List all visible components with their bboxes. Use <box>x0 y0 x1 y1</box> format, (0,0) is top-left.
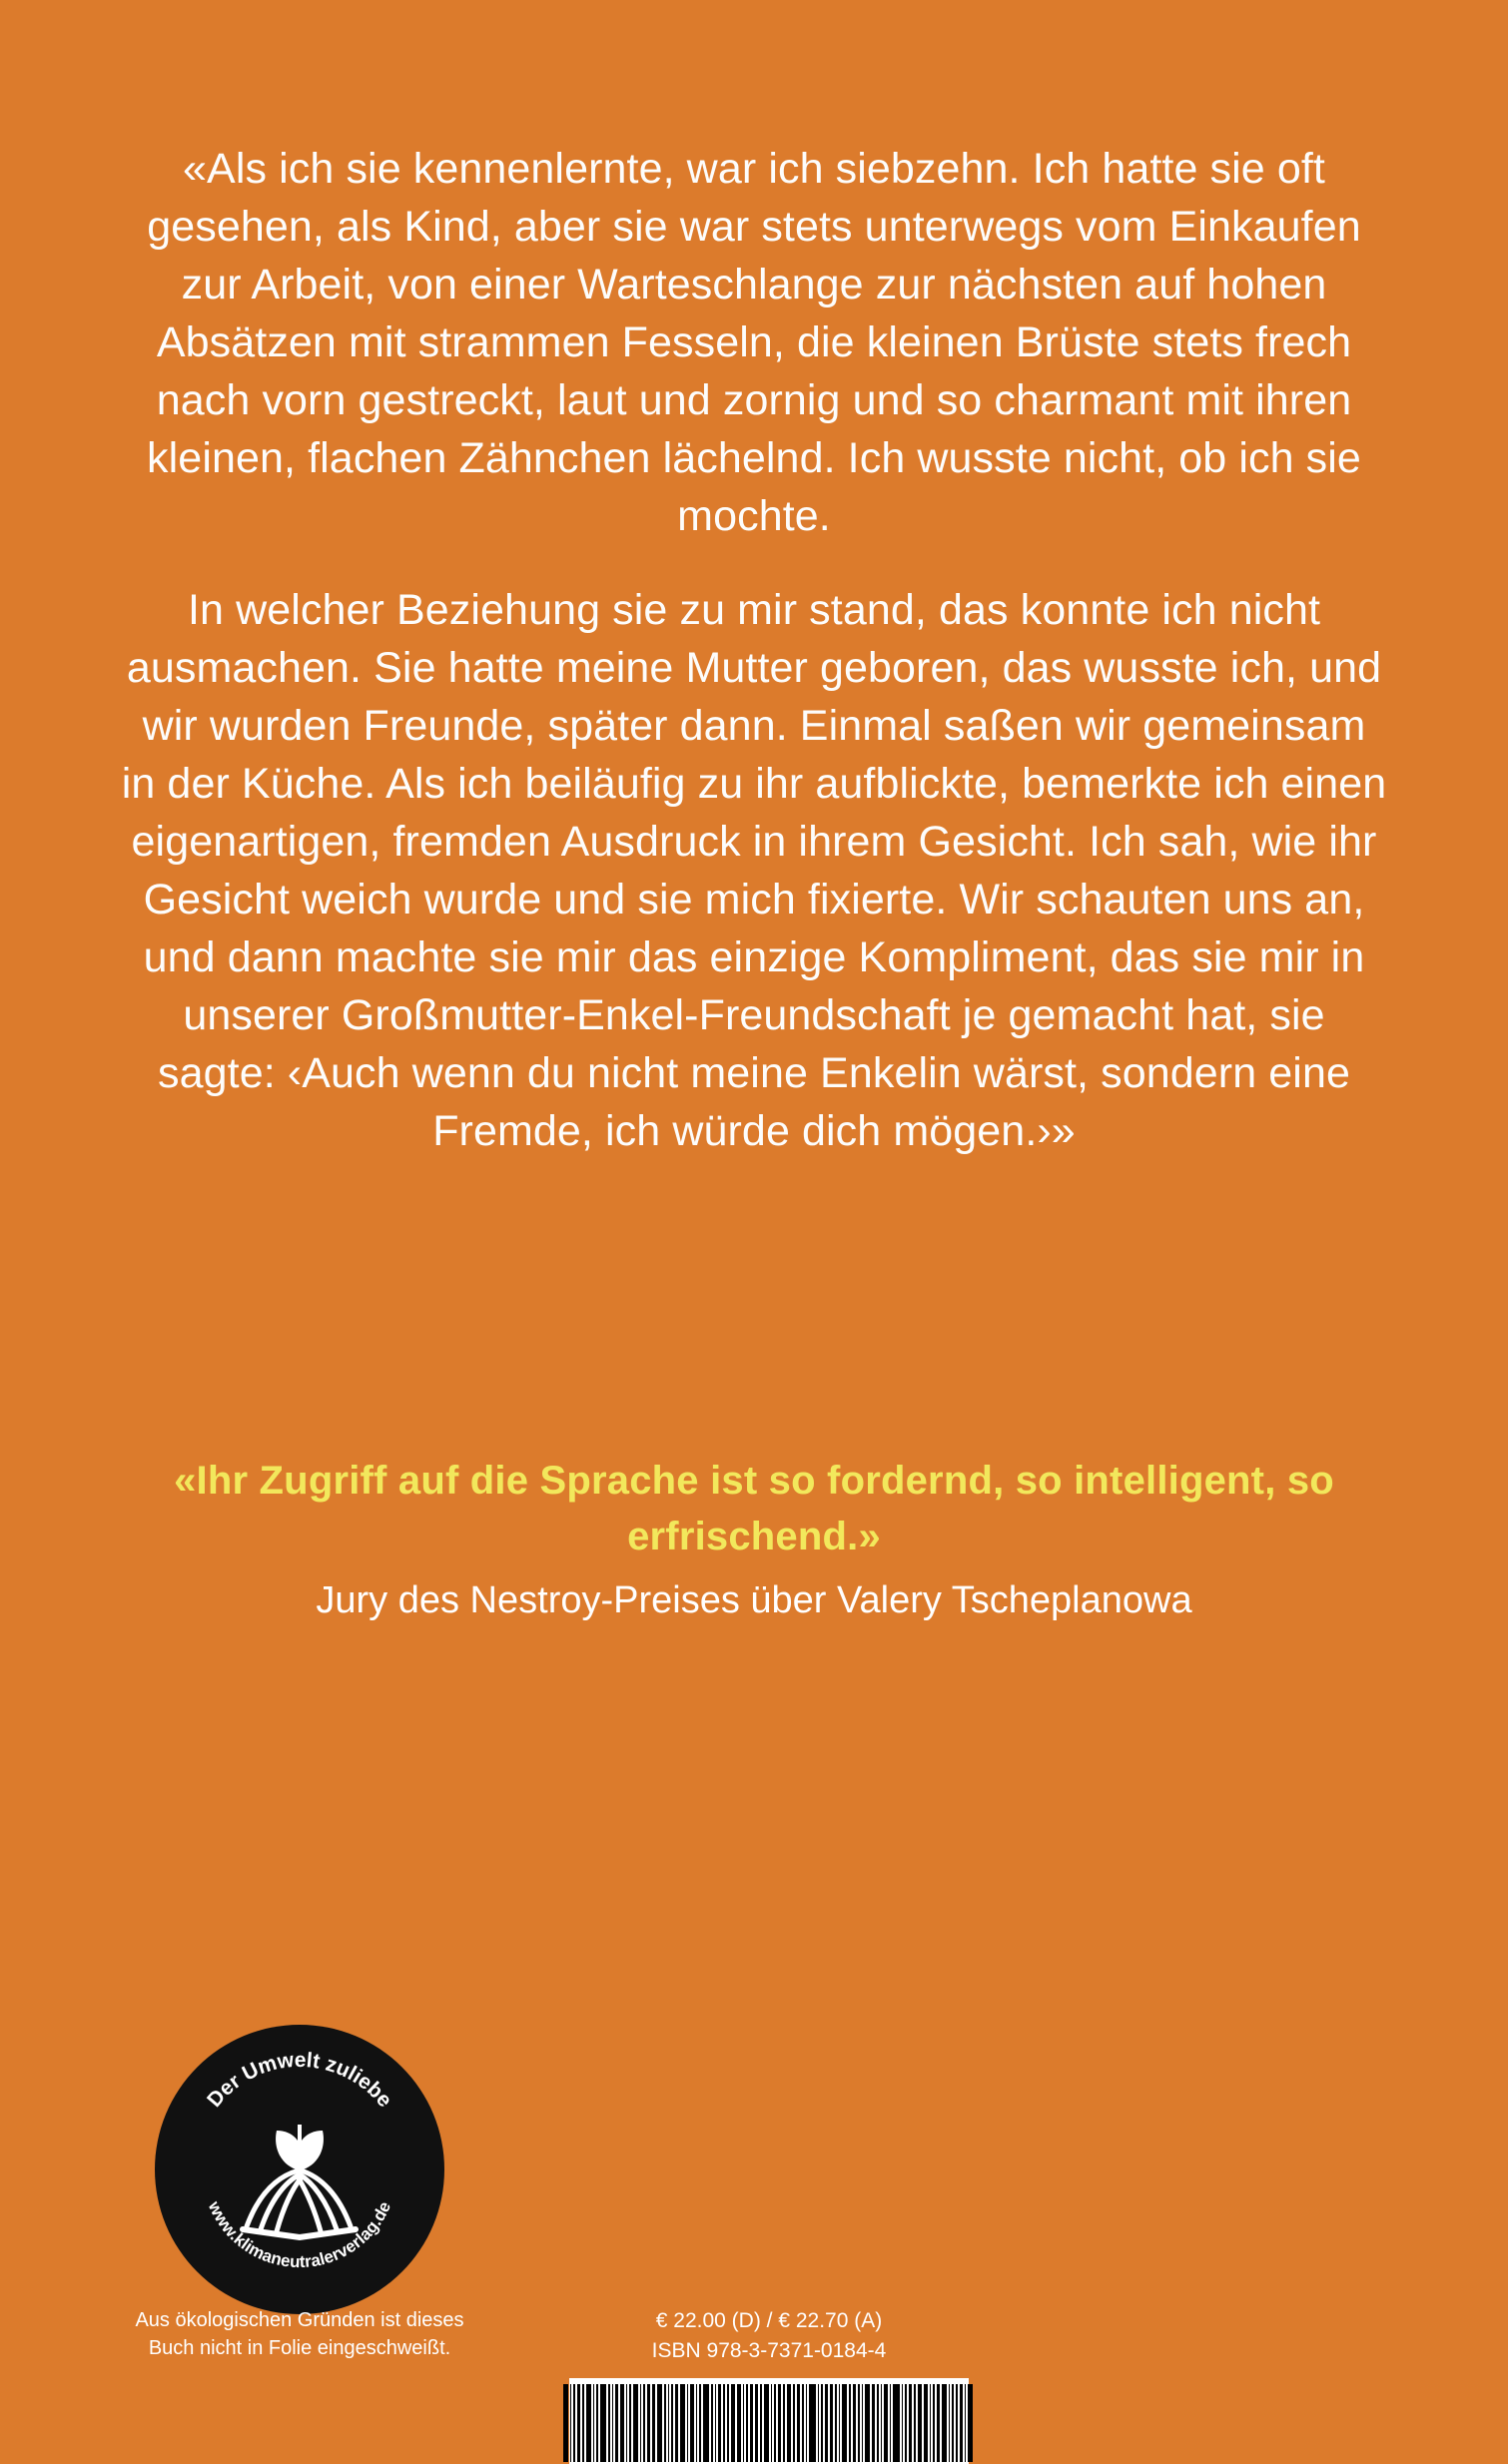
svg-text:Der Umwelt zuliebe: Der Umwelt zuliebe <box>203 2048 396 2113</box>
praise-attribution: Jury des Nestroy-Preises über Valery Tscheplanowa <box>316 1579 1192 1621</box>
blurb-text <box>120 140 1388 1160</box>
praise-quote: «Ihr Zugriff auf die Sprache ist so fordernd, so intelligent, so erfrischend.» <box>174 1459 1334 1558</box>
svg-text:www.klimaneutralerverlag.de: www.klimaneutralerverlag.de <box>204 2198 395 2272</box>
eco-note-text: Aus ökologischen Gründen ist dieses Buch nicht in Folie eingeschweißt. <box>135 2309 464 2359</box>
blurb-paragraph-1: «Als ich sie kennenlernte, war ich siebzehn. Ich hatte sie oft gesehen, als Kind, aber sie war stets unterwegs vom Einkaufen zur Arbeit, von einer Warteschlange zur nächsten auf hohen Absätzen mit strammen Fesseln, die kleinen Brüste stets frech nach vorn gestreckt, laut und zornig und so charmant mit ihren kleinen, flachen Zähnchen lächelnd. Ich wusste nicht, ob ich sie mochte. <box>147 145 1361 540</box>
price-isbn-block <box>559 2306 979 2366</box>
eco-badge-artwork <box>155 2025 444 2314</box>
barcode-container <box>569 2378 969 2464</box>
eco-badge <box>155 2025 444 2314</box>
isbn-text: ISBN 978-3-7371-0184-4 <box>651 2339 887 2362</box>
price-text: € 22.00 (D) / € 22.70 (A) <box>655 2309 883 2332</box>
ean13-barcode <box>563 2384 975 2464</box>
blurb-paragraph-2: In welcher Beziehung sie zu mir stand, das konnte ich nicht ausmachen. Sie hatte meine Mutter geboren, das wusste ich, und wir wurden Freunde, später dann. Einmal saßen wir gemeinsam in der Küche. Als ich beiläufig zu ihr aufblickte, bemerkte ich einen eigenartigen, fremden Ausdruck in ihrem Gesicht. Ich sah, wie ihr Gesicht weich wurde und sie mich fixierte. Wir schauten uns an, und dann machte sie mir das einzige Kompliment, das sie mir in unserer Großmutter-Enkel-Freundschaft je gemacht hat, sie sagte: ‹Auch wenn du nicht meine Enkelin wärst, sondern eine Fremde, ich würde dich mögen.›» <box>121 586 1387 1155</box>
praise-block <box>120 1453 1388 1626</box>
